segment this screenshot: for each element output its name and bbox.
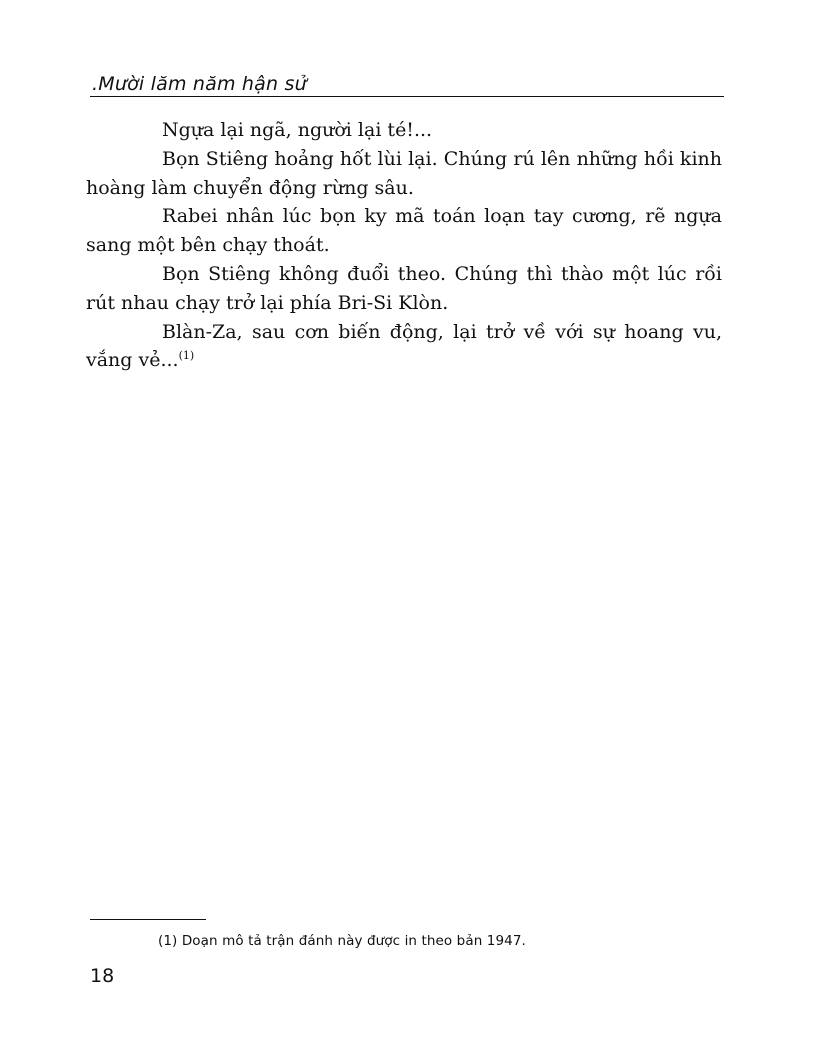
page-number: 18: [90, 965, 115, 987]
header-rule: [90, 96, 724, 97]
footnote: (1) Doạn mô tả trận đánh này được in theo bản 1947.: [158, 933, 526, 949]
footnote-rule: [90, 919, 206, 920]
paragraph: Rabei nhân lúc bọn ky mã toán loạn tay cương, rẽ ngựa sang một bên chạy thoát.: [86, 205, 722, 257]
footnote-marker: (1): [178, 349, 195, 363]
paragraph: Bọn Stiêng không đuổi theo. Chúng thì thào một lúc rồi rút nhau chạy trở lại phía Bri-Si Klòn.: [86, 262, 722, 314]
paragraph: Bọn Stiêng hoảng hốt lùi lại. Chúng rú lên những hồi kinh hoàng làm chuyển động rừng sâu.: [86, 147, 722, 199]
body-text: [86, 116, 722, 375]
running-head: .Mười lăm năm hận sử: [92, 73, 307, 95]
paragraph-text: Blàn-Za, sau cơn biến động, lại trở về với sự hoang vu, vắng vẻ...: [86, 320, 722, 372]
paragraph: Ngựa lại ngã, người lại té!...: [162, 119, 433, 141]
paragraph-last: [86, 318, 722, 376]
